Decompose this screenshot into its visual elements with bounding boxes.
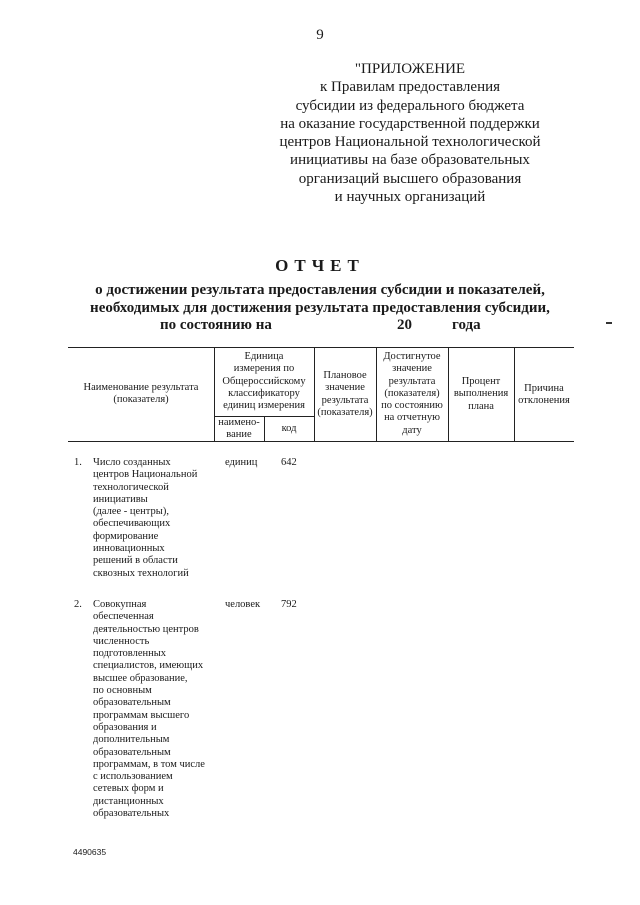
table-row	[93, 599, 205, 820]
row-text-line: численность	[93, 635, 150, 647]
row-text-line: обеспечивающих	[93, 518, 171, 530]
header-text: значение	[392, 363, 432, 375]
row-text-line: образовательным	[93, 746, 171, 758]
row-text-line: Совокупная	[93, 599, 147, 610]
row-unit-code: 642	[281, 457, 297, 468]
header-text: дату	[402, 424, 422, 436]
row-text-line: Число созданных	[93, 457, 171, 468]
row-text-line: образовательных	[93, 808, 170, 820]
row-text-line: программам, в том числе	[93, 758, 205, 770]
row-text-line: решений в области	[93, 555, 178, 567]
appendix-line: субсидии из федерального бюджета	[295, 97, 525, 114]
header-text: Общероссийскому	[222, 375, 306, 387]
header-result-name	[68, 382, 214, 407]
appendix-heading	[265, 60, 555, 206]
appendix-line: на оказание государственной поддержки	[280, 115, 540, 132]
header-unit-name	[214, 417, 264, 442]
appendix-line: организаций высшего образования	[298, 170, 522, 187]
subtitle-line: необходимых для достижения результата предоставления субсидии,	[90, 300, 550, 317]
row-text-line: сквозных технологий	[93, 567, 189, 579]
header-text: результата	[388, 375, 436, 387]
header-unit	[214, 351, 314, 412]
row-text-line: инновационных	[93, 543, 165, 555]
header-planned-value	[314, 370, 376, 419]
appendix-line: и научных организаций	[334, 189, 486, 206]
appendix-line: инициативы на базе образовательных	[290, 152, 530, 169]
row-unit-name: единиц	[225, 457, 258, 468]
header-text: код	[281, 423, 297, 434]
row-text-line: инициативы	[93, 493, 148, 505]
report-title: ОТЧЕТ	[275, 256, 365, 275]
row-text-line: дополнительным	[93, 734, 170, 746]
page-number: 9	[316, 27, 324, 43]
row-number: 2.	[74, 599, 82, 610]
row-text-line: программам высшего	[93, 709, 190, 721]
row-text-line: деятельностью центров	[93, 623, 199, 635]
header-text: Процент	[461, 376, 501, 387]
row-text-line: центров Национальной	[93, 469, 198, 481]
report-subtitle	[60, 281, 580, 318]
row-text-line: образования и	[93, 721, 157, 733]
header-text: Достигнутое	[383, 351, 441, 362]
header-text: единиц измерения	[223, 400, 305, 412]
date-prefix: по состоянию на	[160, 317, 272, 333]
header-text: Наименование результата	[83, 382, 199, 393]
appendix-line: к Правилам предоставления	[319, 79, 501, 96]
row-text-line: образовательным	[93, 697, 171, 709]
date-year-prefix: 20	[397, 317, 412, 333]
row-text-line: по основным	[93, 685, 152, 697]
header-text: вание	[226, 429, 252, 441]
header-text: выполнения	[453, 388, 509, 400]
table-top-rule	[68, 347, 574, 348]
header-text: на отчетную	[384, 412, 440, 424]
header-text: наимено-	[218, 417, 260, 428]
header-text: по состоянию	[381, 400, 443, 412]
subtitle-line: о достижении результата предоставления субсидии и показателей,	[95, 282, 545, 298]
header-text: (показателя)	[113, 394, 169, 406]
row-text-line: технологической	[93, 481, 169, 493]
header-text: плана	[468, 400, 494, 412]
header-text: классификатору	[228, 387, 300, 399]
date-suffix: года	[452, 317, 481, 333]
report-date-line	[0, 317, 640, 335]
header-text: результата	[321, 394, 369, 406]
header-text: значение	[325, 382, 365, 394]
header-text: Единица	[244, 351, 284, 362]
row-text-line: специалистов, имеющих	[93, 660, 204, 672]
header-unit-code	[264, 423, 314, 435]
row-text-line: дистанционных	[93, 795, 164, 807]
table-row	[93, 457, 197, 580]
header-text: отклонения	[518, 395, 570, 407]
appendix-line: "ПРИЛОЖЕНИЕ	[354, 61, 466, 77]
appendix-line: центров Национальной технологической	[279, 134, 541, 151]
table-header-bottom-rule	[68, 441, 574, 442]
row-unit-code: 792	[281, 599, 297, 610]
margin-mark	[606, 322, 612, 324]
row-text-line: формирование	[93, 530, 159, 542]
row-text-line: с использованием	[93, 771, 173, 783]
row-text-line: подготовленных	[93, 648, 167, 660]
header-plan-percent	[448, 376, 514, 413]
row-text-line: сетевых форм и	[93, 783, 164, 795]
header-text: измерения по	[233, 363, 295, 375]
header-deviation-reason	[514, 383, 574, 408]
document-code: 4490635	[73, 847, 107, 857]
row-text-line: (далее - центры),	[93, 506, 169, 518]
row-text-line: обеспеченная	[93, 611, 154, 623]
row-text-line: высшее образование,	[93, 672, 188, 684]
row-number: 1.	[74, 457, 82, 468]
header-achieved-value	[376, 351, 448, 437]
header-text: Причина	[524, 383, 564, 394]
header-text: (показателя)	[384, 387, 440, 399]
header-text: Плановое	[323, 370, 367, 381]
header-text: (показателя)	[317, 406, 373, 418]
row-unit-name: человек	[225, 599, 261, 610]
